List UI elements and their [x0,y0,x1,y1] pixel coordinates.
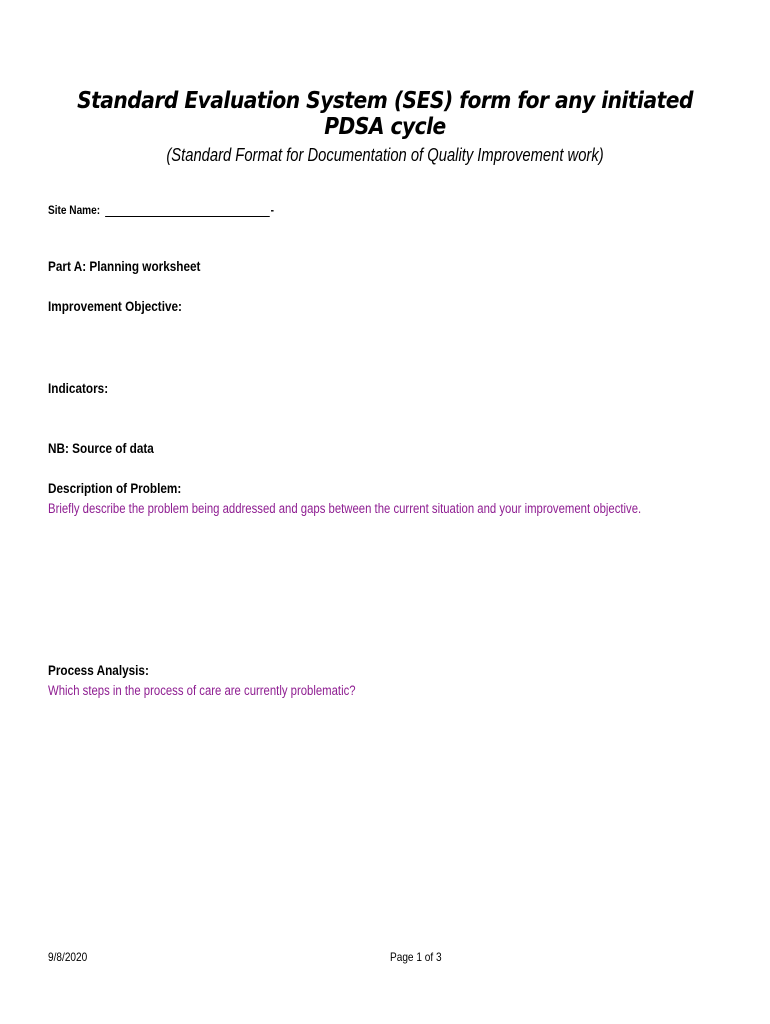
description-of-problem-label: Description of Problem: [48,480,182,496]
improvement-objective-label: Improvement Objective: [48,298,182,314]
description-prompt: Briefly describe the problem being addressed and gaps between the current situation and your improvement objective. [48,501,642,516]
footer-date: 9/8/2020 [48,950,88,964]
site-name-trailer: - [270,203,274,217]
part-a-heading: Part A: Planning worksheet [48,258,201,274]
footer-page-number: Page 1 of 3 [390,950,442,964]
site-name-row [48,203,274,217]
page-subtitle: (Standard Format for Documentation of Quality Improvement work) [166,145,604,165]
process-analysis-label: Process Analysis: [48,662,149,678]
page-title: Standard Evaluation System (SES) form for any initiated PDSA cycle [77,88,693,140]
indicators-label: Indicators: [48,380,109,396]
nb-source-label: NB: Source of data [48,440,154,456]
site-name-label: Site Name: [48,203,101,217]
site-name-field[interactable] [105,205,270,217]
process-prompt: Which steps in the process of care are currently problematic? [48,683,356,698]
